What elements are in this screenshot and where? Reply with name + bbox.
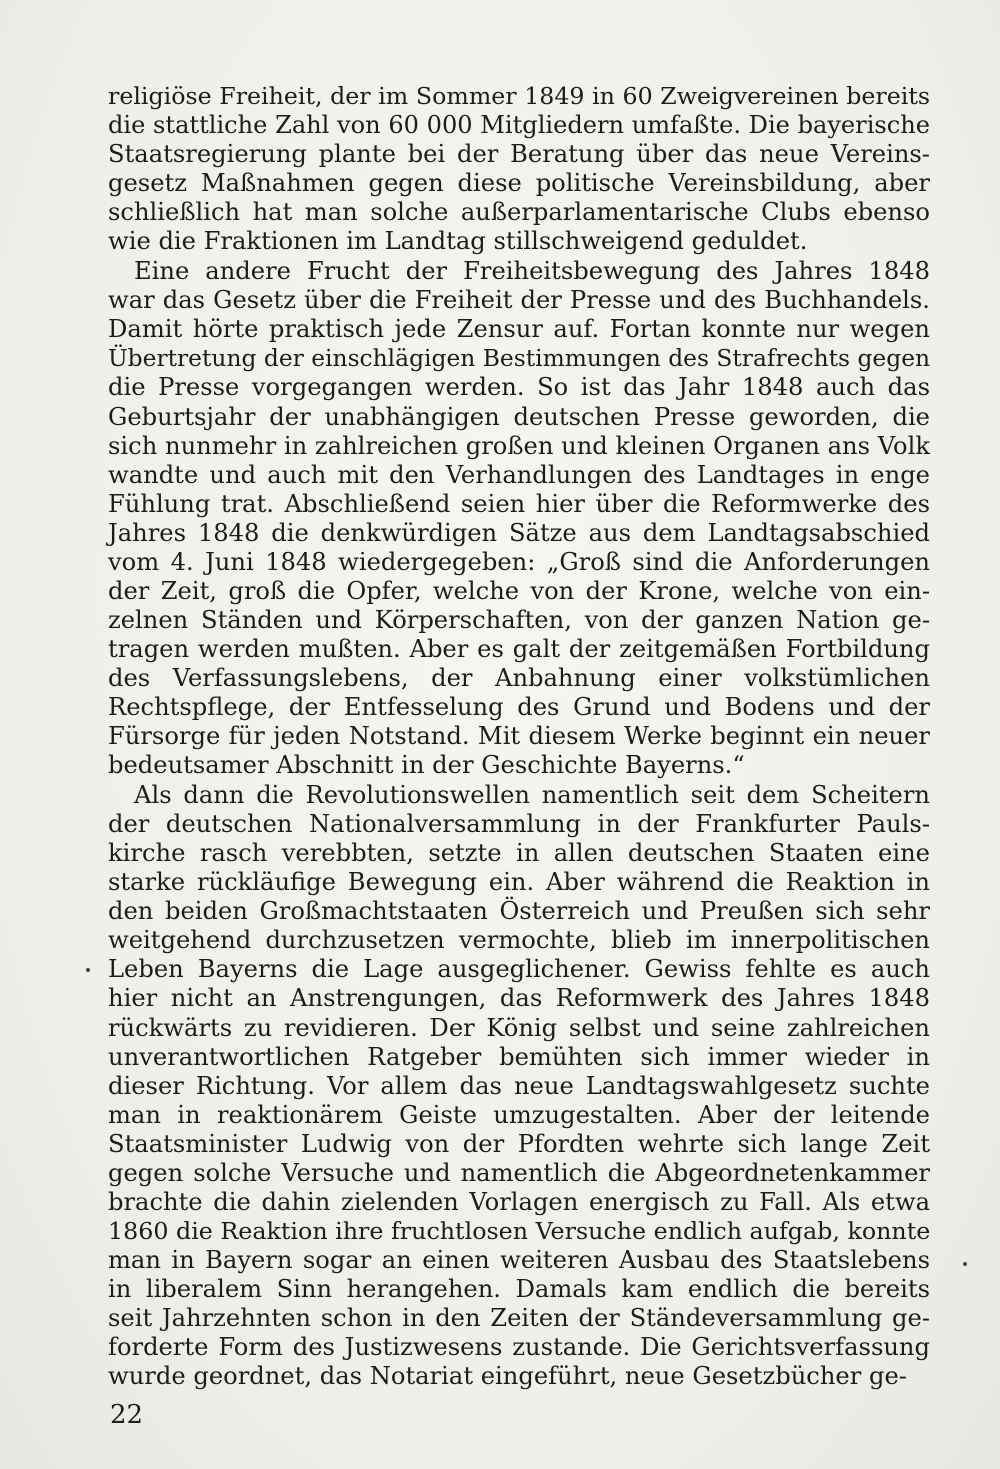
text-line: dieser Richtung. Vor allem das neue Landtagswahlgesetz suchte [108,1071,930,1100]
text-line: wie die Fraktionen im Landtag stillschweigend geduldet. [108,227,808,256]
text-line: man in Bayern sogar an einen weiteren Ausbau des Staatslebens [108,1245,930,1274]
text-line: forderte Form des Justizwesens zustande. Die Gerichtsverfassung [108,1333,930,1362]
text-line: den beiden Großmachtstaaten Österreich und Preußen sich sehr [108,897,930,926]
page-number: 22 [110,1400,144,1430]
text-line: wurde geordnet, das Notariat eingeführt, neue Gesetzbücher ge- [108,1362,907,1391]
body-text [108,82,930,1392]
text-line: Fürsorge für jeden Notstand. Mit diesem Werke beginnt ein neuer [108,722,930,751]
text-line: Geburtsjahr der unabhängigen deutschen Presse geworden, die [108,402,930,431]
text-line: vom 4. Juni 1848 wiedergegeben: „Groß sind die Anforderungen [108,547,930,576]
paragraph [108,781,930,1391]
text-line: Jahres 1848 die denkwürdigen Sätze aus dem Landtagsabschied [108,518,930,547]
text-line: sich nunmehr in zahlreichen großen und kleinen Organen ans Volk [108,431,930,460]
text-line: Als dann die Revolutionswellen namentlich seit dem Scheitern [134,781,930,810]
margin-speck [86,968,90,972]
margin-speck [963,1262,967,1266]
text-line: die stattliche Zahl von 60 000 Mitgliedern umfaßte. Die bayerische [108,111,930,140]
text-line: starke rückläufige Bewegung ein. Aber während die Reaktion in [108,868,930,897]
text-line: Übertretung der einschlägigen Bestimmungen des Strafrechts gegen [108,344,931,373]
text-line: tragen werden mußten. Aber es galt der zeitgemäßen Fortbildung [108,634,930,663]
text-line: Damit hörte praktisch jede Zensur auf. Fortan konnte nur wegen [108,315,930,344]
text-line: Staatsregierung plante bei der Beratung über das neue Vereins- [108,140,930,169]
text-line: Leben Bayerns die Lage ausgeglichener. Gewiss fehlte es auch [108,955,930,984]
text-line: weitgehend durchzusetzen vermochte, blieb im innerpolitischen [108,926,930,955]
text-line: zelnen Ständen und Körperschaften, von der ganzen Nation ge- [108,605,930,634]
text-line: gesetz Maßnahmen gegen diese politische Vereinsbildung, aber [108,169,930,198]
text-line: brachte die dahin zielenden Vorlagen energisch zu Fall. Als etwa [108,1187,930,1216]
text-line: seit Jahrzehnten schon in den Zeiten der Ständeversammlung ge- [108,1303,930,1332]
text-line: die Presse vorgegangen werden. So ist das Jahr 1848 auch das [108,373,930,402]
paragraph [108,257,930,780]
text-line: gegen solche Versuche und namentlich die Abgeordnetenkammer [108,1158,930,1187]
text-line: man in reaktionärem Geiste umzugestalten. Aber der leitende [108,1100,930,1129]
text-line: Rechtspflege, der Entfesselung des Grund und Bodens und der [108,692,930,721]
text-line: religiöse Freiheit, der im Sommer 1849 in 60 Zweigvereinen bereits [108,82,930,110]
text-line: 1860 die Reaktion ihre fruchtlosen Versuche endlich aufgab, konnte [108,1216,931,1245]
text-line: war das Gesetz über die Freiheit der Presse und des Buchhandels. [108,286,930,315]
text-line: rückwärts zu revidieren. Der König selbst und seine zahlreichen [108,1013,930,1042]
text-line: der Zeit, groß die Opfer, welche von der Krone, welche von ein- [108,576,930,605]
text-line: wandte und auch mit den Verhandlungen des Landtages in enge [108,460,930,489]
text-line: schließlich hat man solche außerparlamentarische Clubs ebenso [108,198,930,227]
text-line: Eine andere Frucht der Freiheitsbewegung des Jahres 1848 [134,257,930,286]
text-line: kirche rasch verebbten, setzte in allen deutschen Staaten eine [108,839,930,868]
text-line: in liberalem Sinn herangehen. Damals kam endlich die bereits [108,1274,930,1303]
text-line: unverantwortlichen Ratgeber bemühten sich immer wieder in [108,1042,930,1071]
text-line: Staatsminister Ludwig von der Pfordten wehrte sich lange Zeit [108,1129,930,1158]
text-line: bedeutsamer Abschnitt in der Geschichte Bayerns.“ [108,751,745,780]
text-line: Fühlung trat. Abschließend seien hier über die Reformwerke des [108,489,930,518]
text-line: des Verfassungslebens, der Anbahnung einer volkstümlichen [108,663,930,692]
text-line: hier nicht an Anstrengungen, das Reformwerk des Jahres 1848 [108,984,930,1013]
paragraph [108,82,930,256]
text-line: der deutschen Nationalversammlung in der Frankfurter Pauls- [108,810,930,839]
